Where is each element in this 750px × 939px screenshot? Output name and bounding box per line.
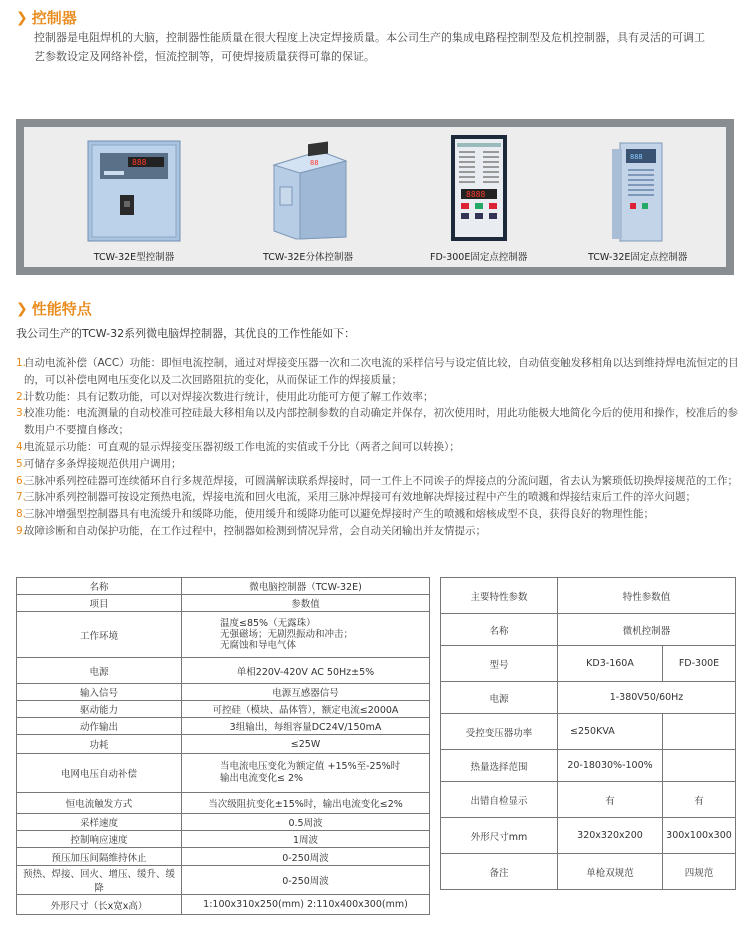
table-row: 出错自检显示 有 有 bbox=[441, 782, 736, 818]
table-row: 电网电压自动补偿 当电流电压变化为额定值 +15%至-25%时 输出电流变化≤ 2% bbox=[17, 754, 430, 793]
feature-list bbox=[16, 355, 740, 540]
product-caption: TCW-32E分体控制器 bbox=[263, 252, 353, 263]
table-row: 恒电流触发方式 当次级阻抗变化±15%时，输出电流变化≤2% bbox=[17, 793, 430, 814]
table-row: 名称 微电脑控制器（TCW-32E) bbox=[17, 578, 430, 595]
svg-text:888: 888 bbox=[629, 153, 643, 161]
section-title: 控制器 bbox=[31, 9, 77, 27]
svg-text:8888: 8888 bbox=[465, 190, 485, 199]
svg-text:88: 88 bbox=[310, 159, 319, 167]
table-row: 型号 KD3-160A FD-300E bbox=[441, 646, 736, 682]
performance-lead: 我公司生产的TCW-32系列微电脑焊控制器，其优良的工作性能如下： bbox=[16, 327, 356, 340]
table-row: 热量选择范围 20-18030%-100% bbox=[441, 750, 736, 782]
svg-text:888: 888 bbox=[132, 158, 147, 167]
table-row: 主要特性参数 特性参数值 bbox=[441, 578, 736, 614]
table-row: 名称 微机控制器 bbox=[441, 614, 736, 646]
table-row: 控制响应速度 1周波 bbox=[17, 831, 430, 848]
product-tcw32e bbox=[84, 139, 184, 263]
table-row: 输入信号 电源互感器信号 bbox=[17, 684, 430, 701]
list-item: 5. 可储存多条焊接规范供用户调用； bbox=[16, 457, 182, 470]
table-row: 功耗 ≤25W bbox=[17, 735, 430, 754]
product-tcw32e-split bbox=[260, 139, 356, 263]
spec-table-tcw32e bbox=[16, 577, 430, 915]
intro-paragraph: 控制器是电阻焊机的大脑，控制器性能质量在很大程度上决定焊接质量。本公司生产的集成电路程控制型及危机控制器，具有灵活的可调工艺参数设定及网络补偿，恒流控制等，可使焊接质量获得可靠的保证。 bbox=[34, 31, 705, 63]
list-item: 2. 计数功能：具有记数功能，可以对焊接次数进行统计，使用此功能可方便了解工作效率； bbox=[16, 390, 434, 403]
table-row: 电源 单相220V-420V AC 50Hz±5% bbox=[17, 658, 430, 684]
product-gallery bbox=[16, 119, 734, 275]
section-title: 性能特点 bbox=[31, 300, 92, 318]
spec-table-fd300e bbox=[440, 577, 736, 890]
table-row: 外形尺寸mm 320x320x200 300x100x300 bbox=[441, 818, 736, 854]
panel-controller-image bbox=[439, 133, 519, 243]
table-row: 预热、焊接、回火、增压、缓升、缓降 0-250周波 bbox=[17, 866, 430, 895]
product-fd300e bbox=[430, 133, 527, 263]
product-tcw32e-fixed bbox=[588, 139, 687, 263]
table-row: 受控变压器功率 ≤250KVA bbox=[441, 714, 736, 750]
table-row: 备注 单枪双规范 四规范 bbox=[441, 854, 736, 890]
performance-header bbox=[16, 298, 92, 319]
product-caption: TCW-32E型控制器 bbox=[93, 252, 175, 263]
list-item: 9. 故障诊断和自动保护功能，在工作过程中，控制器如检测到情况异常，会自动关闭输出并友情提示； bbox=[16, 524, 486, 537]
chevron-right-icon: ❯ bbox=[16, 9, 28, 26]
product-caption: FD-300E固定点控制器 bbox=[430, 252, 528, 263]
list-item: 4. 电流显示功能：可直观的显示焊接变压器初级工作电流的实值或千分比（两者之间可以转换）； bbox=[16, 440, 460, 453]
split-controller-image bbox=[260, 139, 356, 243]
table-row: 动作输出 3组输出，每组容量DC24V/150mA bbox=[17, 718, 430, 735]
fixed-controller-image bbox=[598, 139, 678, 243]
list-item: 8. 三脉冲增强型控制器具有电流缓升和缓降功能，使用缓升和缓降功能可以避免焊接时产生的喷溅和熔核成型不良，获得良好的物理性能； bbox=[16, 508, 654, 521]
list-item: 7. 三脉冲系列控制器可按设定预热电流，焊接电流和回火电流，采用三脉冲焊接可有效地解决焊接过程中产生的喷溅和焊接结束后工件的淬火问题； bbox=[16, 491, 696, 504]
table-row: 外形尺寸（长x宽x高） 1:100x310x250(mm) 2:110x400x300(mm) bbox=[17, 895, 430, 915]
table-row: 采样速度 0.5周波 bbox=[17, 814, 430, 831]
controller-box-image bbox=[84, 139, 184, 243]
chevron-right-icon: ❯ bbox=[16, 300, 28, 317]
table-row: 项目 参数值 bbox=[17, 595, 430, 612]
list-item: 6. 三脉冲系列控硅器可连续循环自行多规范焊接，可圆满解读联系焊接时，同一工件上不同诶子的焊接点的分流问题，省去认为繁琐低切换焊接规范的工作； bbox=[16, 474, 738, 487]
table-row: 预压加压间隔维持休止 0-250周波 bbox=[17, 848, 430, 866]
table-row: 工作环境 温度≤85%（无露珠） 无强磁场；无剧烈振动和冲击； 无腐蚀和导电气体 bbox=[17, 612, 430, 658]
list-item: 3. 校准功能：电流测量的自动校准可控硅最大移相角以及内部控制参数的自动确定并保存，初次使用时，用此功能极大地简化今后的使用和操作，校准后的参数用户不要擅自修改； bbox=[16, 407, 738, 437]
product-caption: TCW-32E固定点控制器 bbox=[588, 252, 688, 263]
table-row: 驱动能力 可控硅（模块、晶体管），额定电流≤2000A bbox=[17, 701, 430, 718]
controller-header bbox=[16, 7, 77, 28]
list-item: 1. 自动电流补偿（ACC）功能：即恒电流控制，通过对焊接变压器一次和二次电流的采样信号与设定值比较，自动值变触发移相角以达到维持焊电流恒定的目的，可以补偿电网电压变化以及二次回路阻抗的变化，从而保证工作的焊接质量； bbox=[16, 357, 739, 386]
table-row: 电源 1-380V50/60Hz bbox=[441, 682, 736, 714]
